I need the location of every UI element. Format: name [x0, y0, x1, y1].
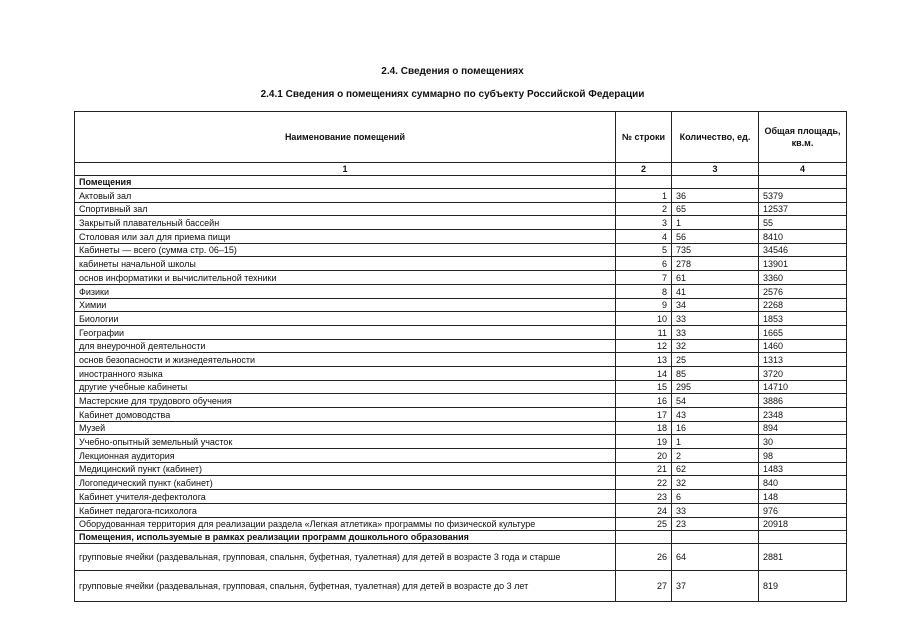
column-number: 2 — [616, 163, 672, 176]
row-number-cell: 21 — [616, 462, 672, 476]
table-row — [75, 284, 847, 298]
count-cell: 64 — [672, 544, 759, 571]
count-cell: 1 — [672, 435, 759, 449]
empty-cell — [616, 176, 672, 189]
area-cell: 3720 — [759, 366, 847, 380]
count-cell: 33 — [672, 325, 759, 339]
area-cell: 3886 — [759, 394, 847, 408]
count-cell: 32 — [672, 339, 759, 353]
count-cell: 32 — [672, 476, 759, 490]
area-cell: 5379 — [759, 189, 847, 203]
row-number-cell: 14 — [616, 366, 672, 380]
area-cell: 894 — [759, 421, 847, 435]
room-name-cell: Спортивный зал — [75, 202, 616, 216]
room-name-cell: Актовый зал — [75, 189, 616, 203]
header-row-number: № строки — [616, 112, 672, 163]
section-title: Помещения — [75, 176, 616, 189]
area-cell: 2576 — [759, 284, 847, 298]
count-cell: 6 — [672, 490, 759, 504]
row-number-cell: 27 — [616, 571, 672, 602]
row-number-cell: 20 — [616, 449, 672, 463]
table-row — [75, 202, 847, 216]
area-cell: 976 — [759, 503, 847, 517]
count-cell: 85 — [672, 366, 759, 380]
count-cell: 278 — [672, 257, 759, 271]
table-row — [75, 366, 847, 380]
table-row — [75, 449, 847, 463]
room-name-cell: Географии — [75, 325, 616, 339]
table-row — [75, 243, 847, 257]
room-name-cell: Закрытый плавательный бассейн — [75, 216, 616, 230]
count-cell: 62 — [672, 462, 759, 476]
table-row — [75, 325, 847, 339]
area-cell: 20918 — [759, 517, 847, 531]
room-name-cell: Столовая или зал для приема пищи — [75, 230, 616, 244]
row-number-cell: 26 — [616, 544, 672, 571]
table-header-row — [75, 112, 847, 163]
area-cell: 2348 — [759, 408, 847, 422]
area-cell: 8410 — [759, 230, 847, 244]
room-name-cell: Химии — [75, 298, 616, 312]
table-row — [75, 476, 847, 490]
table-row — [75, 571, 847, 602]
room-name-cell: основ безопасности и жизнедеятельности — [75, 353, 616, 367]
row-number-cell: 5 — [616, 243, 672, 257]
table-row — [75, 394, 847, 408]
section-header-row — [75, 176, 847, 189]
room-name-cell: Биологии — [75, 312, 616, 326]
table-row — [75, 380, 847, 394]
count-cell: 25 — [672, 353, 759, 367]
table-row — [75, 230, 847, 244]
count-cell: 16 — [672, 421, 759, 435]
room-name-cell: Кабинет домоводства — [75, 408, 616, 422]
room-name-cell: Медицинский пункт (кабинет) — [75, 462, 616, 476]
table-row — [75, 462, 847, 476]
table-row — [75, 271, 847, 285]
room-name-cell: для внеурочной деятельности — [75, 339, 616, 353]
area-cell: 1483 — [759, 462, 847, 476]
table-row — [75, 189, 847, 203]
row-number-cell: 6 — [616, 257, 672, 271]
room-name-cell: Кабинеты — всего (сумма стр. 06–15) — [75, 243, 616, 257]
empty-cell — [672, 531, 759, 544]
empty-cell — [672, 176, 759, 189]
room-name-cell: Логопедический пункт (кабинет) — [75, 476, 616, 490]
room-name-cell: Лекционная аудитория — [75, 449, 616, 463]
row-number-cell: 1 — [616, 189, 672, 203]
room-name-cell: Кабинет учителя-дефектолога — [75, 490, 616, 504]
area-cell: 98 — [759, 449, 847, 463]
area-cell: 12537 — [759, 202, 847, 216]
table-row — [75, 339, 847, 353]
row-number-cell: 19 — [616, 435, 672, 449]
row-number-cell: 24 — [616, 503, 672, 517]
empty-cell — [616, 531, 672, 544]
table-row — [75, 544, 847, 571]
count-cell: 33 — [672, 312, 759, 326]
count-cell: 23 — [672, 517, 759, 531]
count-cell: 735 — [672, 243, 759, 257]
room-name-cell: групповые ячейки (раздевальная, групповая, спальня, буфетная, туалетная) для детей в возрасте 3 года и старше — [75, 544, 616, 571]
table-row — [75, 257, 847, 271]
row-number-cell: 11 — [616, 325, 672, 339]
table-row — [75, 490, 847, 504]
table-row — [75, 312, 847, 326]
row-number-cell: 8 — [616, 284, 672, 298]
count-cell: 54 — [672, 394, 759, 408]
count-cell: 33 — [672, 503, 759, 517]
count-cell: 41 — [672, 284, 759, 298]
room-name-cell: Музей — [75, 421, 616, 435]
row-number-cell: 7 — [616, 271, 672, 285]
area-cell: 1853 — [759, 312, 847, 326]
room-name-cell: групповые ячейки (раздевальная, групповая, спальня, буфетная, туалетная) для детей в возрасте до 3 лет — [75, 571, 616, 602]
area-cell: 2881 — [759, 544, 847, 571]
row-number-cell: 2 — [616, 202, 672, 216]
empty-cell — [759, 531, 847, 544]
count-cell: 61 — [672, 271, 759, 285]
header-name: Наименование помещений — [75, 112, 616, 163]
row-number-cell: 22 — [616, 476, 672, 490]
table-row — [75, 421, 847, 435]
row-number-cell: 3 — [616, 216, 672, 230]
column-number: 4 — [759, 163, 847, 176]
empty-cell — [759, 176, 847, 189]
row-number-cell: 17 — [616, 408, 672, 422]
row-number-cell: 23 — [616, 490, 672, 504]
area-cell: 13901 — [759, 257, 847, 271]
table-row — [75, 408, 847, 422]
area-cell: 1313 — [759, 353, 847, 367]
area-cell: 55 — [759, 216, 847, 230]
area-cell: 1665 — [759, 325, 847, 339]
header-count: Количество, ед. — [672, 112, 759, 163]
table-row — [75, 503, 847, 517]
area-cell: 3360 — [759, 271, 847, 285]
table-row — [75, 298, 847, 312]
room-name-cell: Кабинет педагога-психолога — [75, 503, 616, 517]
area-cell: 819 — [759, 571, 847, 602]
row-number-cell: 4 — [616, 230, 672, 244]
room-name-cell: Мастерские для трудового обучения — [75, 394, 616, 408]
area-cell: 840 — [759, 476, 847, 490]
count-cell: 37 — [672, 571, 759, 602]
table-row — [75, 435, 847, 449]
row-number-cell: 16 — [616, 394, 672, 408]
area-cell: 1460 — [759, 339, 847, 353]
column-number: 3 — [672, 163, 759, 176]
room-name-cell: другие учебные кабинеты — [75, 380, 616, 394]
row-number-cell: 12 — [616, 339, 672, 353]
column-numbers-row — [75, 163, 847, 176]
row-number-cell: 10 — [616, 312, 672, 326]
row-number-cell: 15 — [616, 380, 672, 394]
row-number-cell: 9 — [616, 298, 672, 312]
table-row — [75, 353, 847, 367]
table-row — [75, 517, 847, 531]
row-number-cell: 25 — [616, 517, 672, 531]
room-name-cell: кабинеты начальной школы — [75, 257, 616, 271]
room-name-cell: основ информатики и вычислительной техники — [75, 271, 616, 285]
count-cell: 1 — [672, 216, 759, 230]
count-cell: 295 — [672, 380, 759, 394]
section-title: Помещения, используемые в рамках реализации программ дошкольного образования — [75, 531, 616, 544]
count-cell: 36 — [672, 189, 759, 203]
area-cell: 34546 — [759, 243, 847, 257]
section-heading: 2.4. Сведения о помещениях — [381, 66, 524, 77]
row-number-cell: 18 — [616, 421, 672, 435]
rooms-table — [74, 111, 847, 602]
count-cell: 43 — [672, 408, 759, 422]
area-cell: 2268 — [759, 298, 847, 312]
room-name-cell: Оборудованная территория для реализации раздела «Легкая атлетика» программы по физической культуре — [75, 517, 616, 531]
section-header-row — [75, 531, 847, 544]
room-name-cell: Физики — [75, 284, 616, 298]
count-cell: 2 — [672, 449, 759, 463]
count-cell: 34 — [672, 298, 759, 312]
area-cell: 30 — [759, 435, 847, 449]
row-number-cell: 13 — [616, 353, 672, 367]
column-number: 1 — [75, 163, 616, 176]
room-name-cell: иностранного языка — [75, 366, 616, 380]
table-title: 2.4.1 Сведения о помещениях суммарно по субъекту Российской Федерации — [260, 89, 645, 100]
table-row — [75, 216, 847, 230]
count-cell: 56 — [672, 230, 759, 244]
area-cell: 14710 — [759, 380, 847, 394]
room-name-cell: Учебно-опытный земельный участок — [75, 435, 616, 449]
header-area: Общая площадь, кв.м. — [759, 112, 847, 163]
count-cell: 65 — [672, 202, 759, 216]
area-cell: 148 — [759, 490, 847, 504]
